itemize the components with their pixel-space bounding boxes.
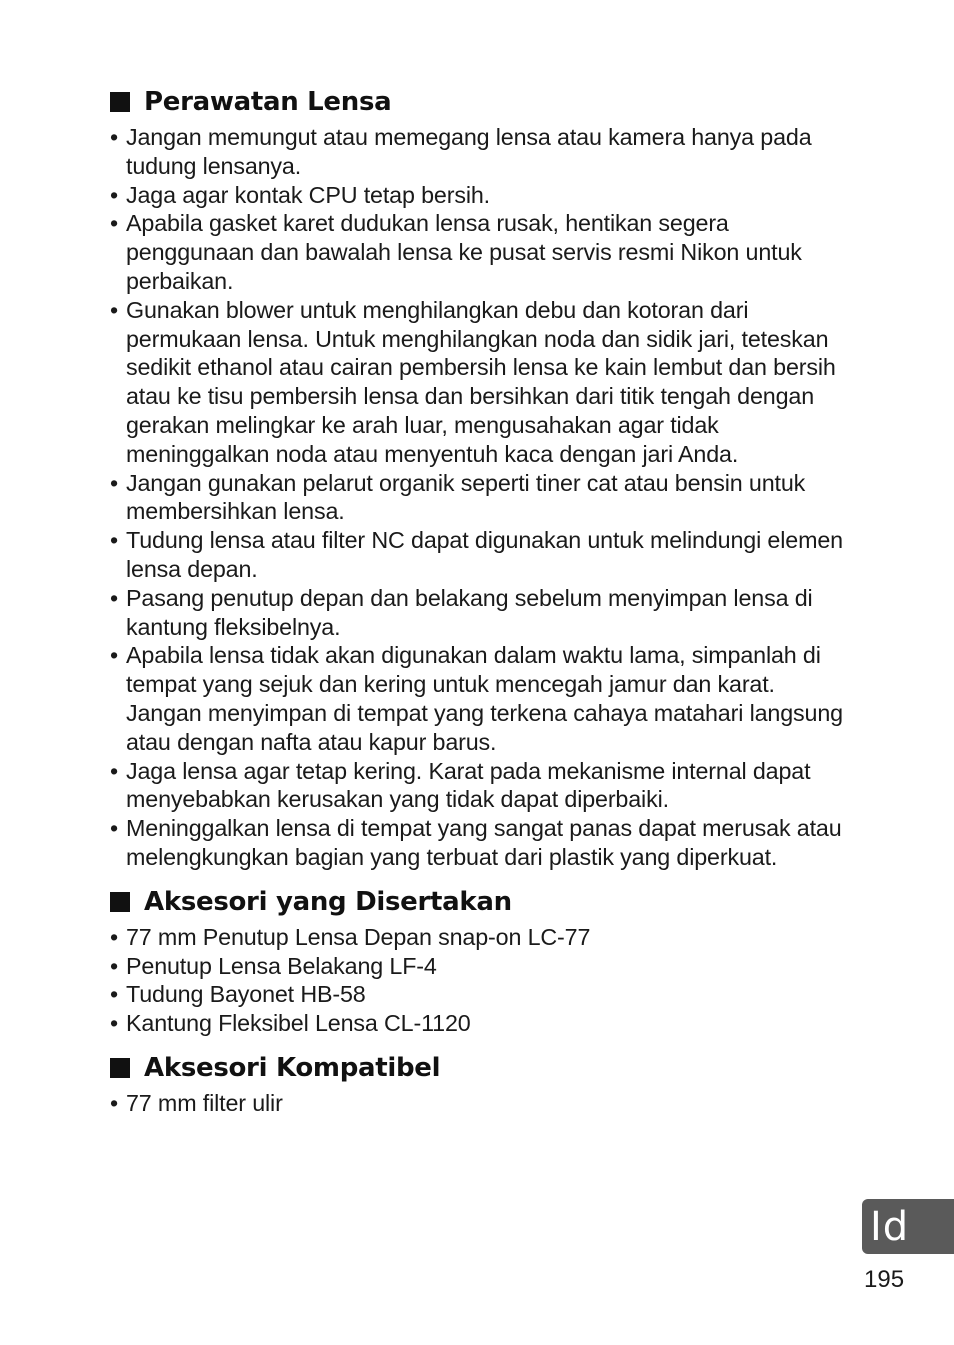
bullet-icon: • <box>110 1010 119 1037</box>
list-item: • Meninggalkan lensa di tempat yang sangat panas dapat merusak atau melengkungkan bagian yang terbuat dari plastik yang diperkuat. <box>110 815 842 870</box>
section-title: Aksesori yang Disertakan <box>144 886 512 917</box>
heading-square-icon <box>110 1058 130 1078</box>
list-item: • Kantung Fleksibel Lensa CL-1120 <box>110 1010 471 1037</box>
heading-square-icon <box>110 892 130 912</box>
bullet-icon: • <box>110 124 119 150</box>
page-content <box>110 84 845 1118</box>
list-item: • Jangan gunakan pelarut organik seperti tiner cat atau bensin untuk membersihkan lensa. <box>110 469 806 525</box>
language-tab-label: Id <box>870 1203 910 1250</box>
bullet-icon: • <box>110 181 119 208</box>
bullet-icon: • <box>110 815 119 842</box>
page-number: 195 <box>864 1266 905 1293</box>
bullet-list <box>110 923 845 1038</box>
bullet-icon: • <box>110 296 119 323</box>
list-item: • Jaga agar kontak CPU tetap bersih. <box>110 181 490 208</box>
bullet-icon: • <box>110 210 119 237</box>
heading-square-icon <box>110 92 130 112</box>
bullet-list <box>110 1089 845 1118</box>
section-perawatan-lensa <box>110 84 845 872</box>
bullet-icon: • <box>110 527 119 554</box>
list-item: • Pasang penutup depan dan belakang sebelum menyimpan lensa di kantung fleksibelnya. <box>110 584 813 640</box>
section-aksesori-disertakan <box>110 884 845 1038</box>
bullet-list <box>110 123 845 872</box>
bullet-icon: • <box>110 642 119 669</box>
list-item: • Apabila lensa tidak akan digunakan dalam waktu lama, simpanlah di tempat yang sejuk dan kering untuk mencegah jamur dan karat. Jangan menyimpan di tempat yang terkena cahaya matahari langsung atau dengan nafta atau kapur barus. <box>110 642 843 755</box>
bullet-icon: • <box>110 757 119 784</box>
bullet-icon: • <box>110 1089 119 1116</box>
section-heading <box>110 1050 845 1086</box>
bullet-icon: • <box>110 952 119 979</box>
section-aksesori-kompatibel <box>110 1050 845 1118</box>
section-heading <box>110 884 845 920</box>
list-item: • Tudung Bayonet HB-58 <box>110 981 366 1008</box>
list-item: • Apabila gasket karet dudukan lensa rusak, hentikan segera penggunaan dan bawalah lensa ke pusat servis resmi Nikon untuk perbaikan. <box>110 210 802 294</box>
section-title: Aksesori Kompatibel <box>144 1052 441 1083</box>
list-item: • 77 mm filter ulir <box>110 1089 283 1116</box>
list-item: • Jaga lensa agar tetap kering. Karat pada mekanisme internal dapat menyebabkan kerusakan yang tidak dapat diperbaiki. <box>110 757 811 813</box>
bullet-icon: • <box>110 469 119 496</box>
list-item: • Gunakan blower untuk menghilangkan debu dan kotoran dari permukaan lensa. Untuk menghilangkan noda dan sidik jari, teteskan sedikit ethanol atau cairan pembersih lensa ke kain lembut dan bersih atau ke tisu pembersih lensa dan bersihkan dari titik tengah dengan gerakan melingkar ke arah luar, mengusahakan agar tidak meninggalkan noda atau menyentuh kaca dengan jari Anda. <box>110 296 836 467</box>
language-tab <box>862 1199 954 1254</box>
list-item: • Tudung lensa atau filter NC dapat digunakan untuk melindungi elemen lensa depan. <box>110 527 843 582</box>
list-item: • 77 mm Penutup Lensa Depan snap-on LC-77 <box>110 923 591 950</box>
bullet-icon: • <box>110 584 119 611</box>
bullet-icon: • <box>110 981 119 1008</box>
section-title: Perawatan Lensa <box>144 87 392 117</box>
bullet-icon: • <box>110 923 119 950</box>
list-item: • Penutup Lensa Belakang LF-4 <box>110 952 437 979</box>
section-heading <box>110 84 845 120</box>
list-item: • Jangan memungut atau memegang lensa atau kamera hanya pada tudung lensanya. <box>110 124 812 179</box>
